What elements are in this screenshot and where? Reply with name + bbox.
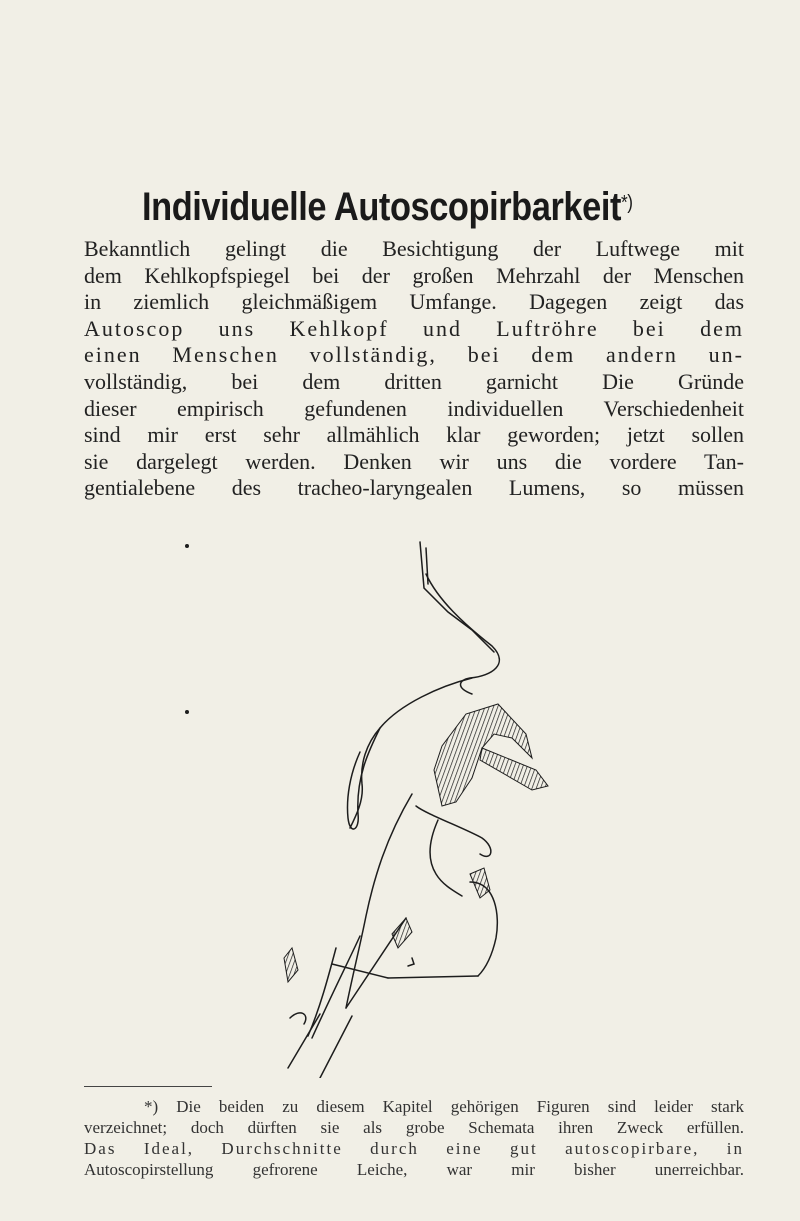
footnote-line: Autoscopirstellung gefrorene Leiche, war mir bisher unerreichbar. xyxy=(84,1160,744,1179)
profile-contour xyxy=(426,574,499,694)
paragraph-line: einen Menschen vollständig, bei dem andern un- xyxy=(84,342,744,368)
laryngeal-hatch xyxy=(470,868,490,898)
tracheal-hatch xyxy=(392,918,412,948)
paragraph-line: dieser empirisch gefundenen individuellen Verschiedenheit xyxy=(84,395,744,421)
footnote-line: Das Ideal, Durchschnitte durch eine gut autoscopirbare, in xyxy=(84,1139,744,1158)
guide-line-lower xyxy=(308,948,336,1036)
anatomical-figure xyxy=(180,538,620,1078)
paragraph-line: sind mir erst sehr allmählich klar geworden; jetzt sollen xyxy=(84,422,744,448)
trachea-contour xyxy=(388,976,478,978)
body-paragraph xyxy=(84,236,744,502)
lower-hatch xyxy=(284,948,298,982)
paragraph-line: dem Kehlkopfspiegel bei der großen Mehrzahl der Menschen xyxy=(84,262,744,288)
title-text: Individuelle Autoscopirbarkeit xyxy=(142,185,621,229)
page-title xyxy=(142,184,633,230)
paragraph-line: Bekanntlich gelingt die Besichtigung der Luftwege mit xyxy=(84,236,744,261)
title-footnote-mark: *) xyxy=(620,192,633,214)
paragraph-line: in ziemlich gleichmäßigem Umfange. Dagegen zeigt das xyxy=(84,289,744,315)
footnote xyxy=(84,1096,744,1180)
guide-line-upper xyxy=(420,542,494,652)
paragraph-line: sie dargelegt werden. Denken wir uns die vordere Tan- xyxy=(84,448,744,474)
footnote-line: verzeichnet; doch dürften sie als grobe Schemata ihren Zweck erfüllen. xyxy=(84,1118,744,1137)
tongue-contour xyxy=(348,728,381,829)
footnote-divider xyxy=(84,1086,212,1087)
tube-handle xyxy=(480,748,548,790)
footnote-line: *) Die beiden zu diesem Kapitel gehörigen Figuren sind leider stark xyxy=(144,1097,744,1116)
paragraph-line: gentialebene des tracheo-laryngealen Lumens, so müssen xyxy=(84,475,744,501)
paragraph-line: Autoscop uns Kehlkopf und Luftröhre bei dem xyxy=(84,315,744,341)
paragraph-line: vollständig, bei dem dritten garnicht Die Gründe xyxy=(84,368,744,394)
